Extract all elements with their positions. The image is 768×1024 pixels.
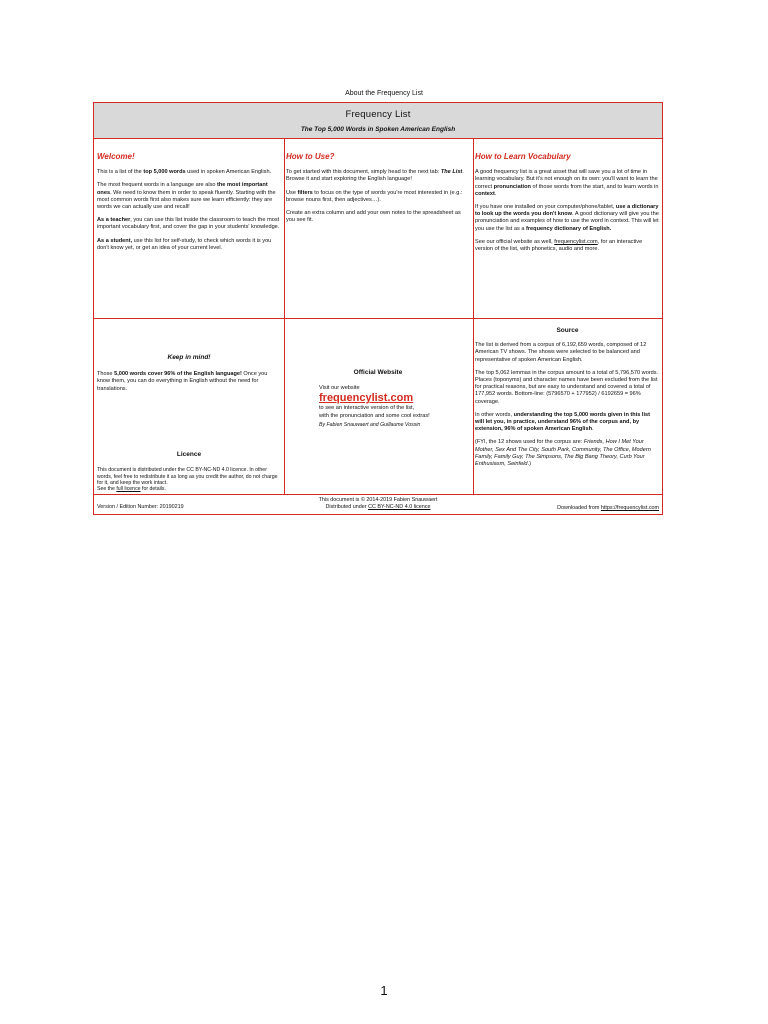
official-website-heading: Official Website: [353, 369, 403, 376]
source-heading: Source: [556, 327, 579, 334]
welcome-paragraph: As a student, use this list for self-study, to check which words it is you don't know yet, or get an idea of your current level.: [97, 237, 272, 251]
page-title: Frequency List: [345, 109, 411, 120]
how-to-use-paragraph: Use filters to focus on the type of words you're most interested in (e.g.: browse nouns first, then adjectives…).: [286, 189, 463, 203]
licence-heading: Licence: [176, 451, 202, 458]
source-paragraph: (FYI, the 12 shows used for the corpus are: Friends, How I Met Your Mother, Sex And The City, South Park, Community, The Office, Modern Family, Family Guy, The Simpsons, The Big Bang Theory, Curb Your Enthusiasm, Seinfeld.): [475, 439, 651, 468]
version-number: Version / Edition Number: 20190219: [97, 504, 184, 510]
full-licence-link[interactable]: full licence: [116, 486, 141, 493]
website-description-line: with the pronunciation and some cool extras!: [319, 412, 430, 419]
how-to-learn-paragraph: If you have one installed on your computer/phone/tablet, use a dictionary to look up the words you don't know. A good dictionary will give you the pronunciation and examples of how to use the word in context. This will let you use the list as a frequency dictionary of English.: [475, 204, 659, 232]
visit-website-text: Visit our website: [319, 385, 360, 392]
page-number: 1: [380, 983, 388, 998]
official-website-section: [286, 369, 470, 429]
cc-licence-link[interactable]: CC BY-NC-ND 4.0 licence: [368, 503, 431, 510]
column-divider: [473, 318, 474, 494]
welcome-paragraph: The most frequent words in a language are also the most important ones. We need to know them in order to speak fluently. Starting with the most common words first also makes sure we learn efficiently: they are words we can actually use and recall!: [97, 182, 276, 211]
how-to-learn-paragraph: See our official website as well, frequencylist.com, for an interactive version of the list, with phonetics, audio and more.: [475, 238, 643, 253]
source-paragraph: In other words, understanding the top 5,000 words given in this list will let you, in practice, understand 96% of the corpus and, by extension, 96% of spoken American English.: [475, 411, 651, 433]
licence-section: [97, 451, 281, 498]
how-to-use-heading: How to Use?: [286, 152, 335, 161]
row-divider: [94, 318, 662, 319]
column-divider: [473, 138, 474, 318]
source-section: [475, 327, 660, 474]
how-to-use-paragraph: To get started with this document, simply head to the next tab: The List. Browse it and start exploring the English language!: [286, 169, 464, 183]
page-subtitle: The Top 5,000 Words in Spoken American English: [300, 126, 456, 133]
keep-in-mind-section: [97, 354, 281, 399]
downloaded-from: Downloaded from https://frequencylist.com: [557, 505, 659, 511]
welcome-section: [97, 153, 281, 258]
frequencylist-big-link[interactable]: frequencylist.com: [319, 392, 414, 405]
column-divider: [284, 138, 285, 318]
welcome-heading: Welcome!: [97, 152, 135, 161]
welcome-paragraph: As a teacher, you can use this list inside the classroom to teach the most important vocabulary first, and cover the gap in your students' knowledge.: [97, 217, 280, 231]
how-to-use-section: [286, 153, 470, 230]
frequencylist-link[interactable]: frequencylist.com: [554, 238, 598, 245]
how-to-learn-section: [475, 153, 660, 259]
download-url-link[interactable]: https://frequencylist.com: [600, 505, 659, 511]
source-paragraph: The list is derived from a corpus of 6,192,659 words, composed of 12 American TV shows. The shows were selected to be balanced and representative of spoken American English.: [475, 342, 647, 363]
authors-credit: By Fabien Snauwaert and Guillaume Vossin: [319, 421, 421, 428]
website-description-line: to see an interactive version of the list,: [319, 405, 415, 412]
welcome-paragraph: This is a list of the top 5,000 words used in spoken American English.: [97, 169, 272, 176]
how-to-use-paragraph: Create an extra column and add your own notes to the spreadsheet as you see fit.: [286, 210, 461, 224]
how-to-learn-paragraph: A good frequency list is a great asset that will save you a lot of time in learning vocabulary. But it's not enough on its own: you'll want to learn the correct pronunciation of those words from the start, and to learn words in context.: [475, 169, 659, 197]
licence-text: This document is distributed under the CC BY-NC-ND 4.0 licence. In other words, feel free to redistribute it as long as you credit the author, do not charge for it, and keep the work intact. See the full licence for details.: [97, 467, 278, 493]
how-to-learn-heading: How to Learn Vocabulary: [475, 152, 571, 161]
title-band: [94, 103, 662, 139]
copyright-notice: This document is © 2014-2019 Fabien Snauwaert Distributed under CC BY-NC-ND 4.0 licence: [318, 497, 438, 510]
source-paragraph: The top 5,062 lemmas in the corpus amount to a total of 5,796,570 words. Places (toponyms) and character names have been excluded from the list for practical reasons, but are easy to understand and covered a total of 177,952 words. Bottom-line: (5796570 + 177952) / 6192659 = 96% coverage.: [475, 369, 659, 405]
column-divider: [284, 318, 285, 494]
keep-in-mind-paragraph: Those 5,000 words cover 96% of the English language! Once you know them, you can do everything in English without the need for translations.: [97, 371, 268, 392]
frequency-list-frame: [93, 102, 663, 515]
page-header: About the Frequency List: [345, 90, 423, 97]
keep-in-mind-heading: Keep in mind!: [167, 354, 211, 361]
